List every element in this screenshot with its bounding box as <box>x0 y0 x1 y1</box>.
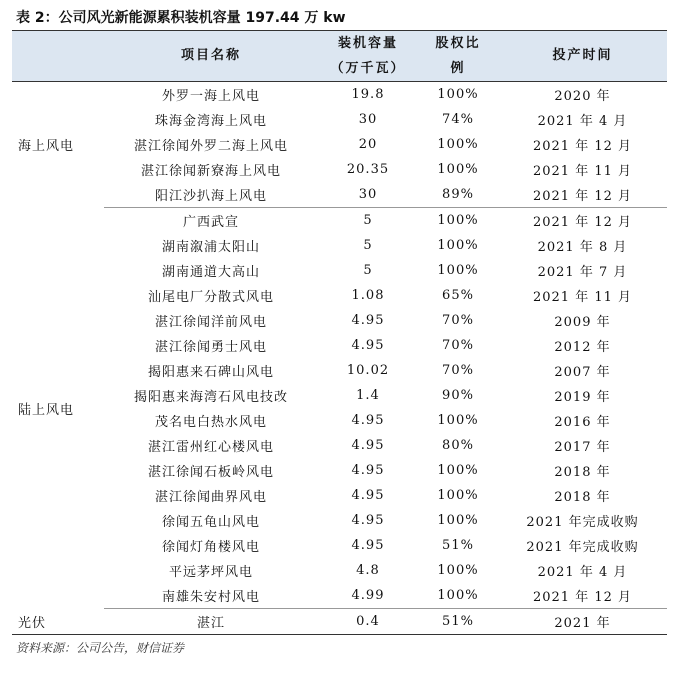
cell-capacity: 20.35 <box>346 162 390 177</box>
table-row <box>12 383 667 408</box>
cell-capacity: 0.4 <box>356 614 380 629</box>
cell-share: 70% <box>442 363 474 378</box>
cell-share: 100% <box>437 213 479 228</box>
cell-date: 2009 年 <box>554 315 611 330</box>
table-row <box>12 132 667 157</box>
cell-project-name: 茂名电白热水风电 <box>154 415 267 430</box>
table-title: 表 2：公司风光新能源累积装机容量 197.44 万 kw <box>16 10 346 26</box>
category-onshore: 陆上风电 <box>18 402 75 418</box>
table-row <box>12 233 667 258</box>
cell-capacity: 10.02 <box>346 363 390 378</box>
cell-date: 2021 年 7 月 <box>537 265 628 280</box>
cell-date: 2020 年 <box>498 82 667 108</box>
cell-project-name: 揭阳惠来海湾石风电技改 <box>133 390 288 405</box>
cell-share: 100% <box>437 413 479 428</box>
cell-date: 2021 年完成收购 <box>526 515 639 530</box>
cell-share: 51% <box>442 538 474 553</box>
cell-project-name: 揭阳惠来石碑山风电 <box>147 365 274 380</box>
cell-share: 70% <box>442 338 474 353</box>
cell-share: 100% <box>437 488 479 503</box>
cell-date: 2021 年完成收购 <box>526 540 639 555</box>
table-row <box>12 308 667 333</box>
cell-date: 2021 年 12 月 <box>532 139 633 154</box>
cell-project-name: 湖南溆浦太阳山 <box>161 240 260 255</box>
cell-capacity: 1.08 <box>351 288 385 303</box>
cell-share: 100% <box>437 463 479 478</box>
cell-date: 2021 年 8 月 <box>537 240 628 255</box>
cell-project-name: 湛江徐闻勇士风电 <box>154 340 267 355</box>
cell-capacity: 4.95 <box>351 338 385 353</box>
cell-share: 90% <box>442 388 474 403</box>
cell-capacity: 20 <box>358 137 378 152</box>
cell-capacity: 1.4 <box>356 388 380 403</box>
table-row <box>12 358 667 383</box>
header-share-line2: 例 <box>418 56 498 82</box>
table-row <box>12 458 667 483</box>
cell-date: 2021 年 4 月 <box>537 565 628 580</box>
cell-project-name: 湛江雷州红心楼风电 <box>147 440 274 455</box>
category-solar: 光伏 <box>18 615 47 631</box>
cell-project-name: 汕尾电厂分散式风电 <box>147 290 274 305</box>
table-row <box>12 433 667 458</box>
header-category <box>12 31 104 82</box>
cell-project-name: 湛江徐闻曲界风电 <box>154 490 267 505</box>
table-row <box>12 82 667 108</box>
cell-capacity: 4.95 <box>351 538 385 553</box>
cell-share: 100% <box>418 583 498 609</box>
header-row <box>12 31 667 56</box>
table-row <box>12 533 667 558</box>
table-row <box>12 208 667 234</box>
cell-share: 74% <box>442 112 474 127</box>
table-row <box>12 508 667 533</box>
cell-share: 100% <box>437 513 479 528</box>
cell-capacity: 4.95 <box>351 488 385 503</box>
cell-capacity: 4.95 <box>351 413 385 428</box>
cell-date: 2021 年 <box>554 616 611 631</box>
source-note: 资料来源：公司公告，财信证券 <box>16 641 185 655</box>
cell-capacity: 30 <box>358 112 378 127</box>
cell-capacity: 5 <box>363 238 373 253</box>
cell-date: 2007 年 <box>554 365 611 380</box>
cell-share: 100% <box>437 563 479 578</box>
table-row <box>12 157 667 182</box>
cell-capacity: 5 <box>363 263 373 278</box>
table-row <box>12 182 667 208</box>
table-row <box>12 483 667 508</box>
cell-share: 100% <box>418 82 498 108</box>
capacity-table <box>12 31 667 634</box>
cell-share: 51% <box>442 614 474 629</box>
cell-project-name: 湛江徐闻新寮海上风电 <box>140 164 281 179</box>
cell-date: 2018 年 <box>554 465 611 480</box>
cell-share: 100% <box>437 137 479 152</box>
header-date: 投产时间 <box>498 31 667 82</box>
cell-date: 2021 年 11 月 <box>532 164 633 179</box>
cell-project-name: 广西武宣 <box>182 215 239 230</box>
cell-date: 2018 年 <box>554 490 611 505</box>
category-offshore: 海上风电 <box>12 82 104 208</box>
cell-project-name: 湛江徐闻外罗二海上风电 <box>133 139 288 154</box>
cell-date: 2012 年 <box>554 340 611 355</box>
table-row <box>12 283 667 308</box>
cell-share: 70% <box>442 313 474 328</box>
table-row <box>12 333 667 358</box>
cell-project-name: 南雄朱安村风电 <box>104 583 318 609</box>
cell-share: 100% <box>437 162 479 177</box>
cell-share: 80% <box>442 438 474 453</box>
cell-project-name: 湛江徐闻洋前风电 <box>154 315 267 330</box>
cell-date: 2021 年 12 月 <box>532 215 633 230</box>
table-row <box>12 609 667 635</box>
cell-project-name: 徐闻灯角楼风电 <box>161 540 260 555</box>
cell-capacity: 4.95 <box>351 463 385 478</box>
cell-project-name: 平远茅坪风电 <box>168 565 253 580</box>
table-row <box>12 408 667 433</box>
table-row <box>12 107 667 132</box>
cell-project-name: 徐闻五龟山风电 <box>161 515 260 530</box>
table-row <box>12 258 667 283</box>
cell-capacity: 4.95 <box>351 438 385 453</box>
cell-capacity: 4.8 <box>356 563 380 578</box>
header-capacity-line2: （万千瓦） <box>318 56 418 82</box>
cell-date: 2021 年 4 月 <box>537 114 628 129</box>
cell-share: 65% <box>442 288 474 303</box>
cell-project-name: 阳江沙扒海上风电 <box>104 182 318 208</box>
bottom-rule <box>12 634 667 635</box>
cell-capacity: 4.95 <box>351 513 385 528</box>
cell-project-name: 湖南通道大高山 <box>161 265 260 280</box>
cell-capacity: 4.95 <box>351 313 385 328</box>
cell-date: 2016 年 <box>554 415 611 430</box>
cell-date: 2017 年 <box>554 440 611 455</box>
cell-project-name: 珠海金湾海上风电 <box>154 114 267 129</box>
header-capacity-line1: 装机容量 <box>318 31 418 56</box>
cell-date: 2021 年 11 月 <box>532 290 633 305</box>
cell-share: 100% <box>437 238 479 253</box>
cell-date: 2021 年 12 月 <box>498 182 667 208</box>
cell-project-name: 湛江 <box>196 616 225 631</box>
table-row <box>12 583 667 609</box>
cell-share: 100% <box>437 263 479 278</box>
cell-capacity: 4.99 <box>318 583 418 609</box>
header-project-name: 项目名称 <box>104 31 318 82</box>
cell-project-name: 外罗一海上风电 <box>104 82 318 108</box>
cell-capacity: 19.8 <box>318 82 418 108</box>
table-page <box>12 6 667 656</box>
cell-date: 2019 年 <box>554 390 611 405</box>
cell-share: 89% <box>418 182 498 208</box>
table-row <box>12 558 667 583</box>
cell-date: 2021 年 12 月 <box>498 583 667 609</box>
header-share-line1: 股权比 <box>418 31 498 56</box>
cell-capacity: 5 <box>363 213 373 228</box>
cell-capacity: 30 <box>318 182 418 208</box>
cell-project-name: 湛江徐闻石板岭风电 <box>147 465 274 480</box>
